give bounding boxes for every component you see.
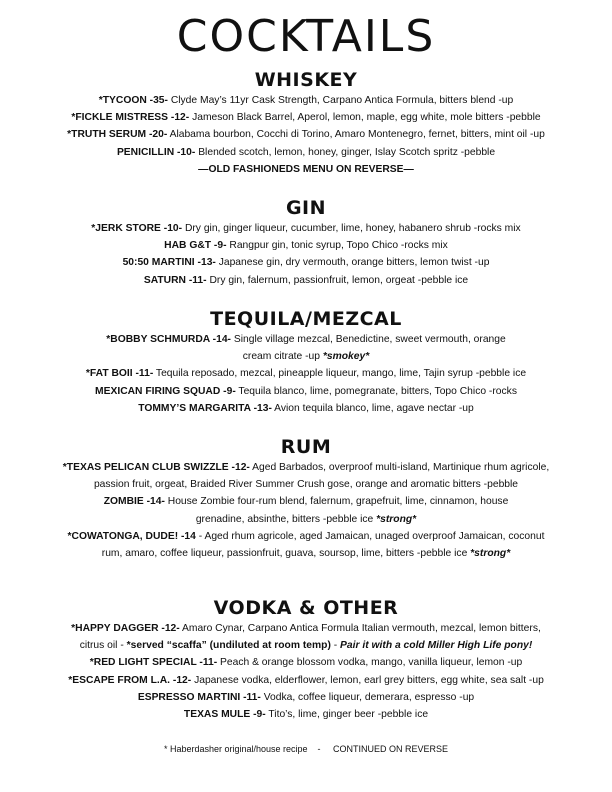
drink-name: *TRUTH SERUM -20- — [67, 129, 168, 141]
drink-description: Blended scotch, lemon, honey, ginger, Islay Scotch spritz -pebble — [195, 146, 496, 158]
menu-line — [0, 476, 612, 493]
page-title: COCKTAILS — [176, 11, 436, 62]
menu-line — [0, 144, 612, 161]
menu-line — [0, 254, 612, 271]
section-vodka-other — [0, 596, 612, 723]
drink-description: Vodka, coffee liqueur, demerara, espresso -up — [260, 691, 475, 703]
menu-line — [0, 92, 612, 109]
drink-note: *served “scaffa” (undiluted at room temp) — [126, 640, 331, 652]
drink-description: Single village mezcal, Benedictine, sweet vermouth, orange — [231, 334, 506, 345]
drink-name: *JERK STORE -10- — [91, 223, 183, 234]
drink-description: Clyde May’s 11yr Cask Strength, Carpano Antica Formula, bitters blend -up — [167, 95, 514, 106]
section-heading: VODKA & OTHER — [213, 597, 399, 619]
section-gin — [0, 196, 612, 289]
drink-description: Avion tequila blanco, lime, agave nectar -up — [271, 402, 474, 414]
menu-line — [0, 220, 612, 237]
drink-name: *TYCOON -35- — [98, 95, 168, 106]
drink-description: Alabama bourbon, Cocchi di Torino, Amaro Montenegro, fernet, bitters, mint oil -up — [167, 129, 545, 141]
drink-name: SATURN -11- — [143, 274, 207, 286]
menu-line — [0, 706, 612, 723]
drink-emphasis: *strong* — [376, 513, 417, 525]
menu-line — [0, 383, 612, 400]
menu-line — [0, 620, 612, 637]
drink-description: Japanese vodka, elderflower, lemon, earl grey bitters, egg white, sea salt -up — [191, 674, 544, 686]
drink-description: Jameson Black Barrel, Aperol, lemon, maple, egg white, mole bitters -pebble — [189, 112, 541, 124]
drink-description: Japanese gin, dry vermouth, orange bitters, lemon twist -up — [215, 257, 490, 269]
drink-name: *BOBBY SCHMURDA -14- — [106, 334, 231, 345]
drink-description: Amaro Cynar, Carpano Antica Formula Italian vermouth, mezcal, lemon bitters, — [179, 623, 541, 634]
drink-description: cream citrate -up — [242, 351, 323, 363]
drink-name: *COWATONGA, DUDE! -14 — [67, 530, 196, 542]
drink-name: ZOMBIE -14- — [103, 496, 165, 508]
drink-description: rum, amaro, coffee liqueur, passionfruit, guava, soursop, lime, bitters -pebble ice — [101, 548, 471, 560]
drink-name: HAB G&T -9- — [164, 240, 227, 252]
drink-name: PENICILLIN -10- — [116, 146, 196, 158]
section-rum — [0, 435, 612, 562]
footer-note: * Haberdasher original/house recipe - CONTINUED ON REVERSE — [163, 744, 449, 754]
menu-line — [0, 459, 612, 476]
section-heading: RUM — [280, 436, 332, 458]
menu-line — [0, 348, 612, 365]
drink-description: Tequila reposado, mezcal, pineapple liqueur, mango, lime, Tajin syrup -pebble ice — [153, 368, 527, 380]
drink-description: passion fruit, orgeat, Braided River Summer Crush gose, orange and aromatic bitters -pebble — [93, 479, 519, 491]
drink-description: Tito’s, lime, ginger beer -pebble ice — [265, 709, 429, 721]
drink-name: ESPRESSO MARTINI -11- — [137, 691, 261, 703]
section-tequila-mezcal — [0, 307, 612, 417]
menu-line — [0, 672, 612, 689]
menu-line — [0, 331, 612, 348]
drink-description: Aged Barbados, overproof multi-island, Martinique rhum agricole, — [249, 462, 550, 473]
drink-name: *RED LIGHT SPECIAL -11- — [89, 657, 218, 669]
menu-line — [0, 272, 612, 289]
drink-description: - Aged rhum agricole, aged Jamaican, unaged overproof Jamaican, coconut — [195, 530, 545, 542]
drink-emphasis: Pair it with a cold Miller High Life pony! — [340, 640, 533, 652]
drink-description: citrus oil - — [79, 640, 127, 652]
drink-name: *HAPPY DAGGER -12- — [71, 623, 180, 634]
drink-name: *TEXAS PELICAN CLUB SWIZZLE -12- — [62, 462, 250, 473]
drink-name: *FAT BOII -11- — [85, 368, 154, 380]
drink-name: MEXICAN FIRING SQUAD -9- — [95, 385, 236, 397]
drink-name: *FICKLE MISTRESS -12- — [71, 112, 190, 124]
menu-line — [0, 400, 612, 417]
menu-line — [0, 654, 612, 671]
menu-line — [0, 689, 612, 706]
menu-line — [0, 493, 612, 510]
drink-description: Tequila blanco, lime, pomegranate, bitters, Topo Chico -rocks — [235, 385, 517, 397]
section-heading: TEQUILA/MEZCAL — [210, 308, 402, 330]
menu-line — [0, 511, 612, 528]
menu-line — [0, 545, 612, 562]
menu-line — [0, 528, 612, 545]
drink-description: Dry gin, falernum, passionfruit, lemon, orgeat -pebble ice — [206, 274, 469, 286]
drink-description: Rangpur gin, tonic syrup, Topo Chico -rocks mix — [226, 240, 448, 252]
drink-name: 50:50 MARTINI -13- — [122, 257, 216, 269]
drink-description: grenadine, absinthe, bitters -pebble ice — [195, 513, 377, 525]
section-whiskey — [0, 68, 612, 178]
section-heading: WHISKEY — [254, 69, 358, 91]
menu-line — [0, 109, 612, 126]
drink-description: Peach & orange blossom vodka, mango, vanilla liqueur, lemon -up — [217, 657, 523, 669]
drink-emphasis: *strong* — [470, 548, 511, 560]
menu-line — [0, 637, 612, 654]
drink-name: —OLD FASHIONEDS MENU ON REVERSE— — [198, 163, 414, 175]
drink-description: House Zombie four-rum blend, falernum, grapefruit, lime, cinnamon, house — [164, 496, 509, 508]
drink-description: Dry gin, ginger liqueur, cucumber, lime, honey, habanero shrub -rocks mix — [182, 223, 521, 234]
menu-line — [0, 126, 612, 143]
drink-description: - — [330, 640, 341, 652]
menu-line — [0, 365, 612, 382]
menu-line — [0, 161, 612, 178]
drink-emphasis: *smokey* — [322, 351, 370, 363]
drink-name: TOMMY’S MARGARITA -13- — [138, 402, 272, 414]
drink-name: *ESCAPE FROM L.A. -12- — [68, 674, 192, 686]
menu-line — [0, 237, 612, 254]
drink-name: TEXAS MULE -9- — [183, 709, 266, 721]
section-heading: GIN — [285, 197, 327, 219]
